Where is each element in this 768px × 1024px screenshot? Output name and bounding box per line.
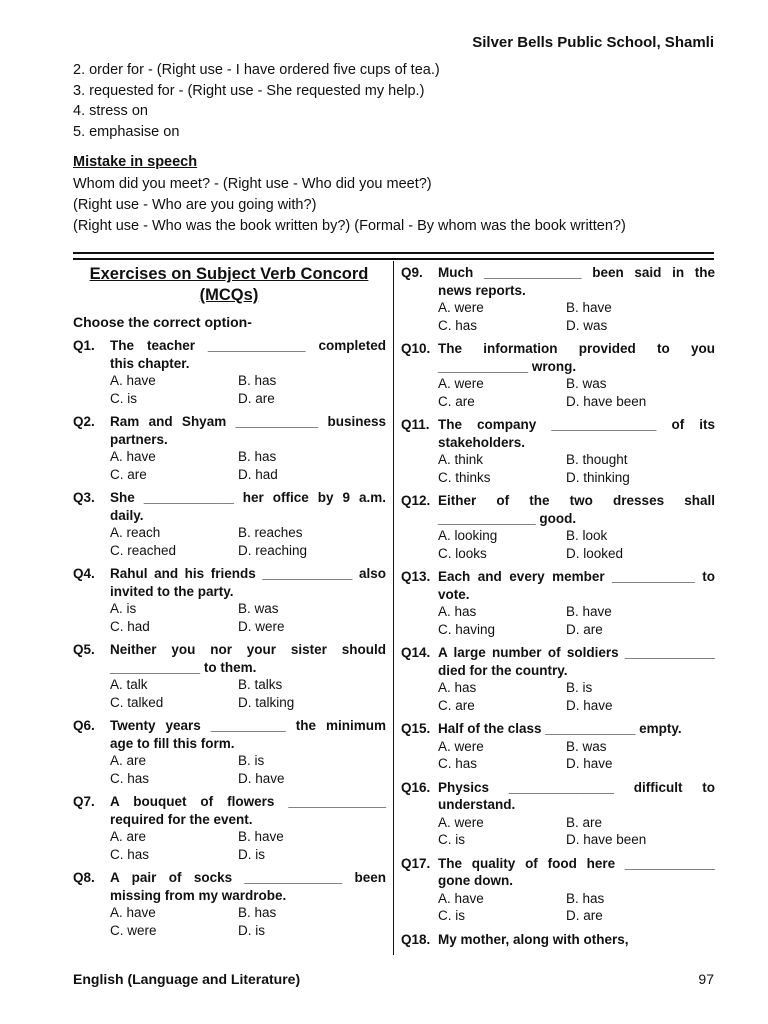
option-label: A. looking	[438, 528, 498, 543]
question-number: Q13.	[401, 569, 431, 584]
option-label: C. are	[438, 393, 475, 409]
mistake-list	[73, 174, 733, 237]
options-grid	[110, 676, 386, 711]
question-number: Q10.	[401, 341, 431, 356]
option-label: A. were	[438, 738, 484, 754]
option-label: B. was	[566, 738, 607, 754]
option-label: B. thought	[566, 452, 628, 467]
option-label: D. reaching	[238, 542, 308, 558]
option-label: D. talking	[238, 694, 295, 710]
option-label: C. has	[110, 770, 150, 786]
option-label: A. have	[110, 373, 156, 388]
option-label: D. was	[566, 317, 608, 333]
question-text: The quality of food here ____________ gone down.	[438, 855, 715, 888]
question-number: Q16.	[401, 779, 431, 795]
option-label: B. have	[238, 829, 284, 844]
mistake-line: Whom did you meet? - (Right use - Who did you meet?)	[73, 176, 432, 192]
section-divider-top	[73, 252, 714, 254]
options-grid	[438, 451, 715, 486]
option-label: D. were	[238, 618, 285, 634]
option-label: D. looked	[566, 545, 624, 561]
option-label: C. is	[438, 908, 465, 923]
question-text: The company ______________ of its stakeholders.	[438, 417, 715, 450]
option-label: B. talks	[238, 677, 283, 692]
option-label: A. talk	[110, 677, 148, 692]
question-number: Q14.	[401, 645, 431, 660]
option-label: D. have	[238, 770, 285, 786]
option-label: A. has	[438, 604, 477, 619]
question-number: Q7.	[73, 794, 95, 809]
mistake-line: (Right use - Who was the book written by?) (Formal - By whom was the book written?)	[73, 218, 626, 234]
options-grid	[110, 752, 386, 787]
mistake-line: (Right use - Who are you going with?)	[73, 197, 317, 213]
option-label: D. are	[566, 908, 603, 923]
option-label: D. have been	[566, 832, 647, 847]
questions-right-column	[401, 264, 715, 954]
intro-line: 4. stress on	[73, 103, 148, 119]
page-number: 97	[698, 971, 714, 987]
option-label: B. has	[238, 449, 277, 464]
option-label: A. were	[438, 300, 484, 315]
option-label: C. has	[438, 756, 478, 771]
question-item	[73, 717, 386, 787]
option-label: C. are	[110, 466, 147, 482]
school-name: Silver Bells Public School, Shamli	[472, 34, 714, 51]
option-label: A. have	[110, 905, 156, 920]
option-label: C. has	[438, 317, 478, 333]
option-label: A. were	[438, 376, 484, 391]
option-label: A. think	[438, 452, 484, 467]
options-grid	[110, 448, 386, 483]
option-label: C. were	[110, 922, 157, 938]
question-text: Either of the two dresses shall _____________ good.	[438, 493, 715, 526]
option-label: A. are	[110, 829, 147, 844]
options-grid	[110, 372, 386, 407]
option-label: B. is	[566, 680, 593, 695]
option-label: D. are	[566, 621, 603, 637]
question-number: Q8.	[73, 870, 95, 885]
option-label: C. are	[438, 697, 475, 713]
question-text: Half of the class ____________ empty.	[438, 721, 682, 736]
intro-line: 2. order for - (Right use - I have ordered five cups of tea.)	[73, 62, 440, 78]
question-text: A bouquet of flowers _____________ required for the event.	[110, 794, 386, 827]
mistake-heading: Mistake in speech	[73, 154, 198, 170]
question-item	[73, 337, 386, 407]
option-label: B. is	[238, 753, 265, 768]
question-text: Physics ______________ difficult to understand.	[438, 779, 715, 812]
options-grid	[438, 375, 715, 410]
questions-left-column	[73, 337, 386, 945]
footer-subject: English (Language and Literature)	[73, 971, 301, 987]
option-label: D. have	[566, 756, 613, 771]
question-text: Rahul and his friends ____________ also invited to the party.	[110, 566, 386, 599]
question-number: Q15.	[401, 721, 431, 736]
question-number: Q18.	[401, 931, 431, 947]
option-label: B. have	[566, 300, 612, 315]
options-grid	[438, 679, 715, 714]
question-text: She ____________ her office by 9 a.m. daily.	[110, 490, 386, 523]
option-label: C. talked	[110, 694, 164, 710]
question-text: Each and every member ___________ to vote.	[438, 569, 715, 602]
option-label: A. have	[438, 890, 484, 906]
option-label: A. have	[110, 449, 156, 464]
question-number: Q2.	[73, 414, 95, 429]
options-grid	[110, 828, 386, 863]
question-number: Q6.	[73, 718, 95, 733]
question-item	[401, 340, 715, 410]
question-item	[73, 565, 386, 635]
option-label: A. has	[438, 680, 477, 695]
options-grid	[438, 890, 715, 925]
option-label: B. reaches	[238, 525, 303, 540]
question-item	[73, 793, 386, 863]
question-item	[401, 264, 715, 334]
options-grid	[438, 527, 715, 562]
option-label: C. looks	[438, 545, 487, 561]
question-item	[401, 644, 715, 714]
question-number: Q3.	[73, 490, 95, 505]
option-label: C. had	[110, 618, 150, 634]
intro-list	[73, 60, 723, 142]
question-item	[73, 413, 386, 483]
question-item	[73, 489, 386, 559]
question-text: Twenty years __________ the minimum age to fill this form.	[110, 718, 386, 751]
option-label: D. are	[238, 390, 275, 406]
question-item	[401, 416, 715, 486]
options-grid	[438, 738, 715, 773]
option-label: A. is	[110, 601, 137, 616]
question-item	[73, 869, 386, 939]
option-label: B. have	[566, 604, 612, 619]
options-grid	[438, 603, 715, 638]
question-item	[401, 568, 715, 638]
options-grid	[438, 814, 715, 849]
option-label: D. thinking	[566, 469, 630, 485]
option-label: D. is	[238, 922, 265, 938]
option-label: B. has	[238, 905, 277, 920]
question-text: A pair of socks _____________ been missing from my wardrobe.	[110, 870, 386, 903]
question-text: The teacher _____________ completed this chapter.	[110, 338, 386, 371]
options-grid	[110, 904, 386, 939]
question-item	[401, 492, 715, 562]
question-number: Q5.	[73, 642, 95, 657]
question-item	[401, 931, 715, 949]
section-divider-bottom	[73, 258, 714, 260]
column-separator	[393, 261, 394, 955]
option-label: D. have been	[566, 393, 647, 409]
option-label: D. is	[238, 846, 265, 862]
question-text: Much _____________ been said in the news reports.	[438, 265, 715, 298]
option-label: B. was	[566, 376, 607, 391]
option-label: D. had	[238, 466, 278, 482]
question-number: Q17.	[401, 855, 431, 871]
option-label: C. reached	[110, 542, 177, 558]
option-label: C. is	[438, 832, 465, 847]
option-label: C. is	[110, 390, 137, 406]
option-label: C. thinks	[438, 469, 491, 485]
question-text: My mother, along with others,	[438, 931, 629, 947]
question-number: Q1.	[73, 338, 95, 353]
question-number: Q9.	[401, 265, 423, 280]
option-label: B. was	[238, 601, 279, 616]
exercise-instruction: Choose the correct option-	[73, 314, 252, 330]
options-grid	[438, 299, 715, 334]
question-number: Q4.	[73, 566, 95, 581]
options-grid	[110, 600, 386, 635]
question-text: A large number of soldiers ____________ died for the country.	[438, 645, 715, 678]
question-item	[401, 720, 715, 773]
option-label: B. has	[566, 890, 605, 906]
option-label: A. are	[110, 753, 147, 768]
option-label: D. have	[566, 697, 613, 713]
option-label: B. look	[566, 528, 608, 543]
question-item	[401, 779, 715, 849]
question-number: Q12.	[401, 493, 431, 508]
option-label: B. has	[238, 373, 277, 388]
question-item	[73, 641, 386, 711]
option-label: A. were	[438, 814, 484, 830]
option-label: C. has	[110, 846, 150, 862]
question-number: Q11.	[401, 417, 430, 432]
options-grid	[110, 524, 386, 559]
question-text: Ram and Shyam ___________ business partners.	[110, 414, 386, 447]
question-text: Neither you nor your sister should ____________ to them.	[110, 642, 386, 675]
question-item	[401, 855, 715, 925]
option-label: B. are	[566, 814, 603, 830]
intro-line: 3. requested for - (Right use - She requested my help.)	[73, 82, 425, 99]
intro-line: 5. emphasise on	[73, 123, 180, 140]
option-label: C. having	[438, 621, 496, 637]
question-text: The information provided to you ____________ wrong.	[438, 341, 715, 374]
option-label: A. reach	[110, 525, 161, 540]
exercise-title: Exercises on Subject Verb Concord (MCQs)	[89, 265, 369, 304]
